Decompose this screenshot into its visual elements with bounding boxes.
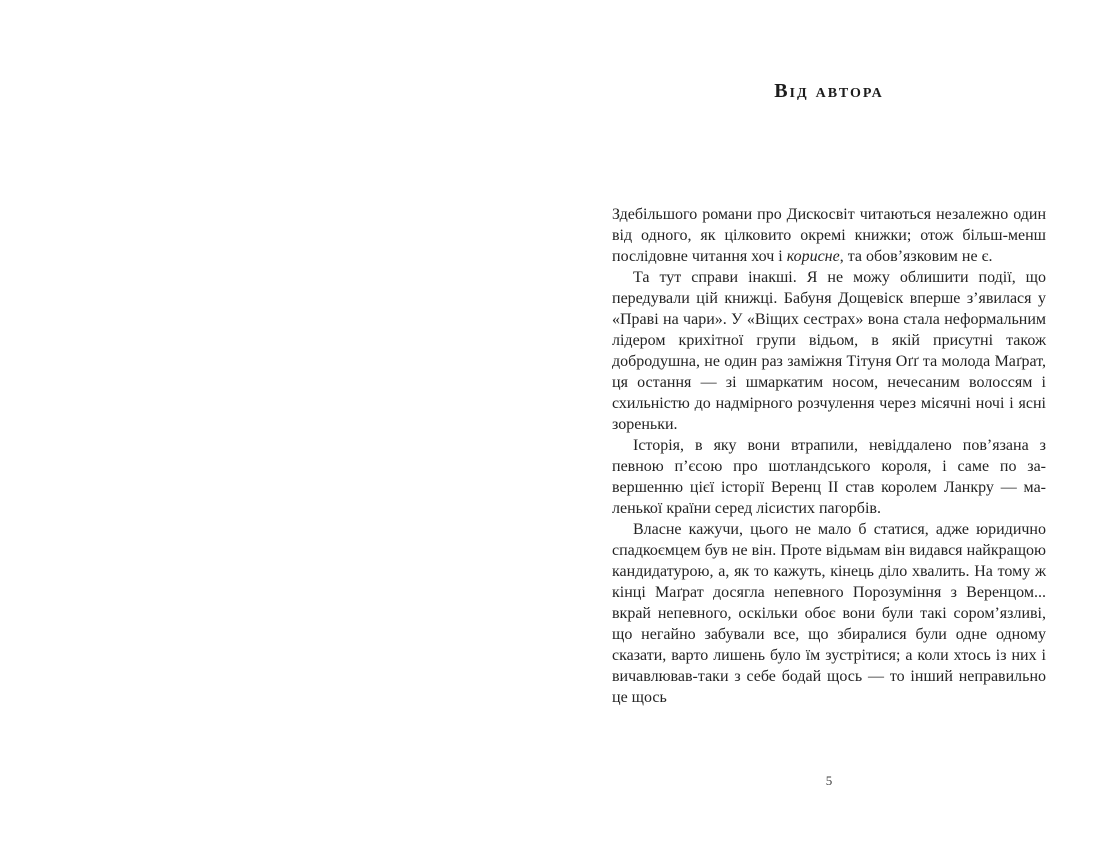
page-number: 5	[825, 773, 833, 788]
text-segment: Та тут справи інакші. Я не можу облишити події, що передували цій книжці. Бабуня Дощевіск вперше з’явилася у «Праві на чари». У «Віщих сестрах» вона стала неформальним лідером крихітної групи відьом, в якій присутні також добродушна, не один раз заміжня Тітуня Оґґ та молода Маґрат, ця остання — зі шмаркатим носом, нечесаним волоссям і схильністю до надмірного розчулення через місячні ночі і ясні зореньки.	[612, 269, 1046, 433]
paragraph	[612, 435, 1046, 519]
text-segment: Власне кажучи, цього не мало б статися, адже юридично спадкоємцем був не він. Проте відьмам він видався найкращою кандидатурою, а, як то кажуть, кінець діло хвалить. На тому ж кінці Маґрат досягла непевного Порозуміння з Веренцом... вкрай непевного, оскільки обоє вони були такі сором’язливі, що негайно забували все, що збиралися були одне одному сказати, варто лишень було їм зустрітися; а коли хтось із них і вичавлював-таки з себе бодай щось — то інший неправильно це щось	[612, 521, 1046, 706]
paragraph	[612, 267, 1046, 435]
italic-text-segment: корисне	[786, 248, 840, 265]
text-segment: Здебільшого романи про Дискосвіт читаються незалежно один від одного, як цілковито окремі книжки; отож більш-менш послідовне читання хоч і	[612, 206, 1046, 265]
text-segment: , та обов’язковим не є.	[839, 248, 993, 265]
text-block	[612, 204, 1046, 708]
chapter-heading: Від автора	[774, 80, 884, 102]
paragraph	[612, 204, 1046, 267]
text-segment: Історія, в яку вони втрапили, невіддалено пов’язана з певною п’єсою про шотландського короля, і саме по завершенню цієї історії Веренц II став королем Ланкру — маленької країни серед лісистих пагорбів.	[612, 437, 1046, 517]
paragraph	[612, 519, 1046, 708]
